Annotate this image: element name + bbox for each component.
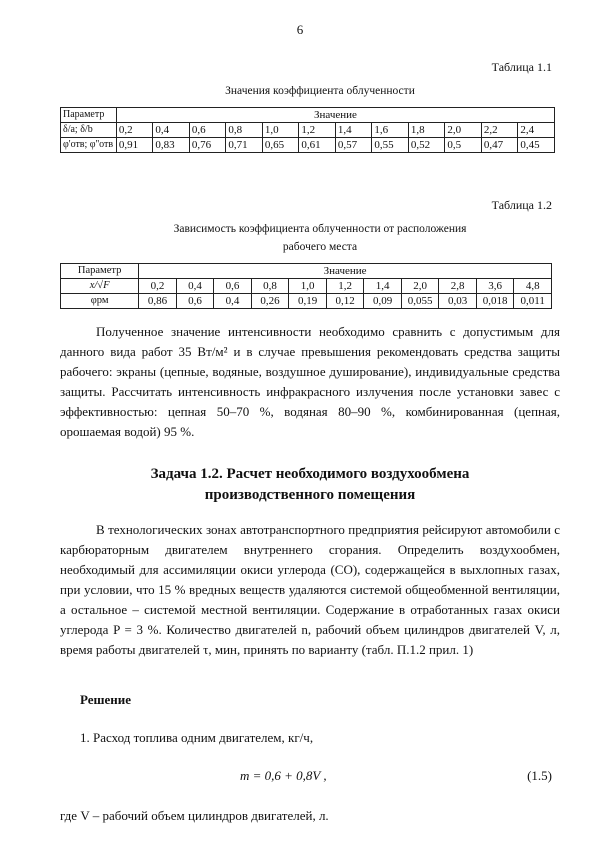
table-cell: 0,52	[408, 138, 445, 153]
table-cell: 1,6	[372, 123, 409, 138]
table-cell: 0,86	[139, 294, 177, 309]
table-cell: 1,2	[326, 279, 364, 294]
table-cell: 1,4	[364, 279, 402, 294]
table-cell: 0,12	[326, 294, 364, 309]
row-label: x/√F	[61, 279, 139, 294]
solution-heading: Решение	[80, 692, 132, 707]
table-2-label: Таблица 1.2	[491, 198, 552, 212]
task-title-line1: Задача 1.2. Расчет необходимого воздухообмена	[150, 466, 470, 482]
table-cell: 1,2	[299, 123, 336, 138]
table-1	[60, 107, 555, 153]
table-cell: 0,6	[176, 294, 214, 309]
table-cell: 0,8	[251, 279, 289, 294]
table-cell: 0,011	[514, 294, 552, 309]
table-cell: 0,71	[226, 138, 263, 153]
table-header-value: Значение	[139, 264, 552, 279]
table-cell: 1,8	[408, 123, 445, 138]
table-cell: 2,2	[481, 123, 518, 138]
formula-1-5: m = 0,6 + 0,8V ,	[240, 768, 327, 783]
table-cell: 2,4	[518, 123, 555, 138]
table-cell: 0,2	[139, 279, 177, 294]
step-1: 1. Расход топлива одним двигателем, кг/ч,	[80, 730, 314, 745]
table-cell: 0,76	[189, 138, 226, 153]
table-cell: 0,8	[226, 123, 263, 138]
paragraph-intensity: Полученное значение интенсивности необходимо сравнить с допустимым для данного вида работ 35 Вт/м² и в случае превышения рекомендовать средства защиты рабочего: экраны (цепные, водяные, воздушное душирование), индивидуальные средства защиты. Рассчитать интенсивность инфракрасного излучения после установки завес с эффективностью: цепная 50–70 %, водяная 80–90 %, комбинированная (цепная, орошаемая водой) 95 %.	[60, 324, 560, 439]
table-cell: 1,4	[335, 123, 372, 138]
table-2	[60, 263, 552, 309]
task-title-line2: производственного помещения	[204, 487, 416, 503]
table-cell: 0,2	[116, 123, 153, 138]
table-cell: 0,6	[214, 279, 252, 294]
table-cell: 1,0	[289, 279, 327, 294]
table-header-param: Параметр	[61, 108, 117, 123]
table-cell: 0,4	[153, 123, 190, 138]
table-cell: 2,8	[439, 279, 477, 294]
table-1-caption: Значения коэффициента облученности	[225, 85, 415, 97]
table-cell: 2,0	[445, 123, 482, 138]
formula-number: (1.5)	[527, 768, 552, 783]
page-number: 6	[296, 22, 304, 37]
table-2-caption-line1: Зависимость коэффициента облученности от расположения	[173, 223, 467, 235]
row-label: φ'отв; φ''отв	[61, 138, 117, 153]
table-cell: 4,8	[514, 279, 552, 294]
table-cell: 3,6	[476, 279, 514, 294]
table-cell: 0,47	[481, 138, 518, 153]
table-cell: 1,0	[262, 123, 299, 138]
table-cell: 0,91	[116, 138, 153, 153]
table-cell: 0,4	[176, 279, 214, 294]
table-row	[61, 279, 552, 294]
table-cell: 0,6	[189, 123, 226, 138]
table-1-label: Таблица 1.1	[491, 60, 552, 74]
table-cell: 0,45	[518, 138, 555, 153]
table-cell: 0,5	[445, 138, 482, 153]
table-2-caption-line2: рабочего места	[282, 241, 358, 253]
row-label: δ/a; δ/b	[61, 123, 117, 138]
table-cell: 0,83	[153, 138, 190, 153]
table-cell: 0,4	[214, 294, 252, 309]
table-row	[61, 264, 552, 279]
table-cell: 0,03	[439, 294, 477, 309]
table-header-value: Значение	[116, 108, 554, 123]
table-cell: 0,57	[335, 138, 372, 153]
table-cell: 0,09	[364, 294, 402, 309]
table-cell: 0,19	[289, 294, 327, 309]
table-cell: 0,61	[299, 138, 336, 153]
table-cell: 0,55	[372, 138, 409, 153]
table-cell: 0,055	[401, 294, 439, 309]
table-cell: 0,26	[251, 294, 289, 309]
table-row	[61, 123, 555, 138]
table-row	[61, 294, 552, 309]
table-row	[61, 138, 555, 153]
table-row	[61, 108, 555, 123]
table-cell: 2,0	[401, 279, 439, 294]
where-text: где V – рабочий объем цилиндров двигателей, л.	[60, 808, 329, 823]
table-cell: 0,018	[476, 294, 514, 309]
paragraph-task: В технологических зонах автотранспортного предприятия рейсируют автомобили с карбюраторным двигателем внутреннего сгорания. Определить воздухообмен, необходимый для ассимиляции окиси углерода (СО), содержащейся в выхлопных газах, при условии, что 15 % вредных веществ удаляются системой общеобменной вентиляции, а остальное – системой местной вентиляции. Содержание в отработанных газах окиси углерода P = 3 %. Количество двигателей n, рабочий объем цилиндров двигателей V, л, время работы двигателей τ, мин, принять по варианту (табл. П.1.2 прил. 1)	[60, 522, 560, 657]
table-cell: 0,65	[262, 138, 299, 153]
table-header-param: Параметр	[61, 264, 139, 279]
row-label: φрм	[61, 294, 139, 309]
